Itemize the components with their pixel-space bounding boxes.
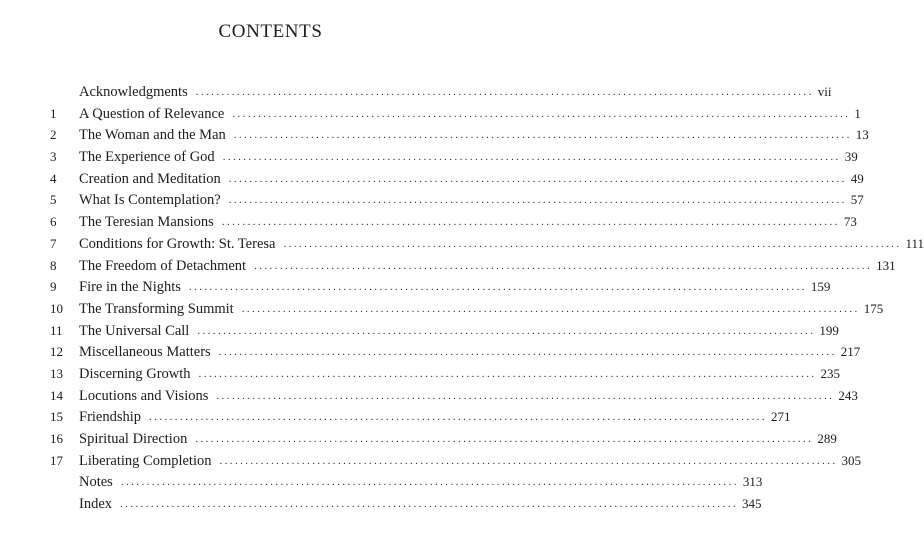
chapter-number: 11: [50, 322, 63, 338]
dot-leader: ........................................................................................................................: [195, 433, 814, 445]
chapter-title: Notes: [79, 474, 113, 491]
chapter-title: Miscellaneous Matters: [79, 344, 211, 361]
toc-entry[interactable]: [44, 365, 841, 388]
dot-leader: ........................................................................................................................: [232, 107, 851, 120]
chapter-number: 13: [50, 365, 63, 381]
page-title: CONTENTS: [218, 21, 323, 42]
dot-leader: ........................................................................................................................: [219, 454, 838, 467]
chapter-title: Spiritual Direction: [79, 431, 188, 447]
chapter-title: The Woman and the Man: [79, 127, 226, 144]
toc-entry[interactable]: [44, 257, 896, 280]
toc-entry[interactable]: [44, 409, 791, 431]
page-number: 39: [844, 149, 858, 165]
toc-entry[interactable]: [44, 214, 857, 236]
page-number: 159: [810, 279, 831, 295]
page-number: 111: [905, 235, 924, 251]
chapter-number: 12: [50, 344, 63, 360]
toc-entry[interactable]: [44, 192, 864, 214]
page-number: 49: [850, 170, 864, 186]
chapter-number: 6: [50, 214, 57, 230]
chapter-title: Conditions for Growth: St. Teresa: [79, 235, 276, 252]
page-number: 175: [863, 300, 884, 316]
dot-leader: ........................................................................................................................: [188, 281, 807, 294]
toc-entry[interactable]: [44, 452, 861, 475]
chapter-number: 17: [50, 452, 63, 468]
chapter-title: Discerning Growth: [79, 365, 191, 382]
chapter-number: 5: [50, 192, 57, 208]
dot-leader: ........................................................................................................................: [233, 129, 852, 142]
dot-leader: ........................................................................................................................: [218, 346, 837, 359]
page-number: 131: [876, 257, 896, 273]
chapter-title: Index: [79, 496, 113, 513]
chapter-title: Friendship: [79, 409, 142, 426]
toc-entry[interactable]: [44, 235, 924, 258]
chapter-title: Fire in the Nights: [79, 279, 181, 296]
chapter-number: 4: [50, 170, 57, 186]
dot-leader: ........................................................................................................................: [222, 151, 841, 164]
toc-entry[interactable]: [44, 84, 832, 106]
dot-leader: ........................................................................................................................: [149, 411, 768, 424]
dot-leader: ........................................................................................................................: [228, 194, 847, 207]
dot-leader: ........................................................................................................................: [221, 216, 840, 229]
toc-entry[interactable]: [44, 279, 831, 301]
page-number: 345: [742, 496, 762, 512]
toc-entry[interactable]: [44, 322, 839, 345]
page-number: 243: [838, 387, 858, 403]
page-number: 199: [819, 322, 839, 338]
dot-leader: ........................................................................................................................: [241, 302, 860, 315]
chapter-number: 2: [50, 127, 57, 143]
page-number: 305: [841, 452, 861, 468]
chapter-number: 3: [50, 149, 57, 165]
dot-leader: ........................................................................................................................: [198, 367, 817, 380]
dot-leader: ........................................................................................................................: [254, 259, 873, 272]
chapter-title: What Is Contemplation?: [79, 192, 221, 209]
toc-entry[interactable]: [44, 127, 869, 149]
toc-entry[interactable]: [44, 344, 861, 366]
dot-leader: ........................................................................................................................: [197, 324, 816, 337]
toc-entry[interactable]: [44, 387, 858, 410]
toc-entry[interactable]: [44, 149, 858, 171]
chapter-title: A Question of Relevance: [79, 105, 225, 122]
chapter-number: 14: [50, 387, 63, 403]
chapter-title: The Teresian Mansions: [79, 214, 214, 231]
toc-entry[interactable]: [44, 105, 861, 128]
page-number: 73: [843, 214, 857, 230]
toc-entry[interactable]: [44, 431, 837, 453]
chapter-title: The Freedom of Detachment: [79, 257, 247, 274]
dot-leader: ........................................................................................................................: [120, 498, 739, 511]
page-number: 235: [820, 365, 841, 381]
chapter-title: The Transforming Summit: [79, 300, 234, 317]
chapter-number: 1: [50, 105, 57, 121]
chapter-title: Liberating Completion: [79, 452, 212, 469]
page-number: vii: [817, 84, 832, 99]
dot-leader: ........................................................................................................................: [283, 237, 902, 250]
dot-leader: ........................................................................................................................: [228, 172, 847, 185]
chapter-number: 15: [50, 409, 63, 425]
chapter-number: 7: [50, 235, 57, 251]
dot-leader: ........................................................................................................................: [120, 476, 739, 489]
chapter-title: The Experience of God: [79, 149, 215, 166]
toc-entry[interactable]: [44, 170, 864, 193]
chapter-number: 9: [50, 279, 57, 295]
page-number: 57: [850, 192, 864, 208]
toc-entry[interactable]: [44, 474, 763, 496]
chapter-title: Acknowledgments: [79, 84, 188, 100]
chapter-title: The Universal Call: [79, 322, 190, 339]
dot-leader: ........................................................................................................................: [195, 86, 814, 98]
page-number: 271: [771, 409, 791, 425]
toc-entry[interactable]: [44, 300, 884, 323]
chapter-title: Locutions and Visions: [79, 387, 209, 404]
page-number: 313: [742, 474, 763, 490]
page-number: 13: [855, 127, 869, 143]
chapter-number: 10: [50, 300, 63, 316]
chapter-number: 8: [50, 257, 57, 273]
page-number: 217: [840, 344, 861, 360]
chapter-title: Creation and Meditation: [79, 170, 221, 187]
page-number: 1: [854, 105, 861, 121]
chapter-number: 16: [50, 431, 63, 446]
page-number: 289: [817, 431, 837, 446]
dot-leader: ........................................................................................................................: [216, 389, 835, 402]
table-of-contents: [44, 84, 924, 518]
toc-entry[interactable]: [44, 496, 762, 518]
